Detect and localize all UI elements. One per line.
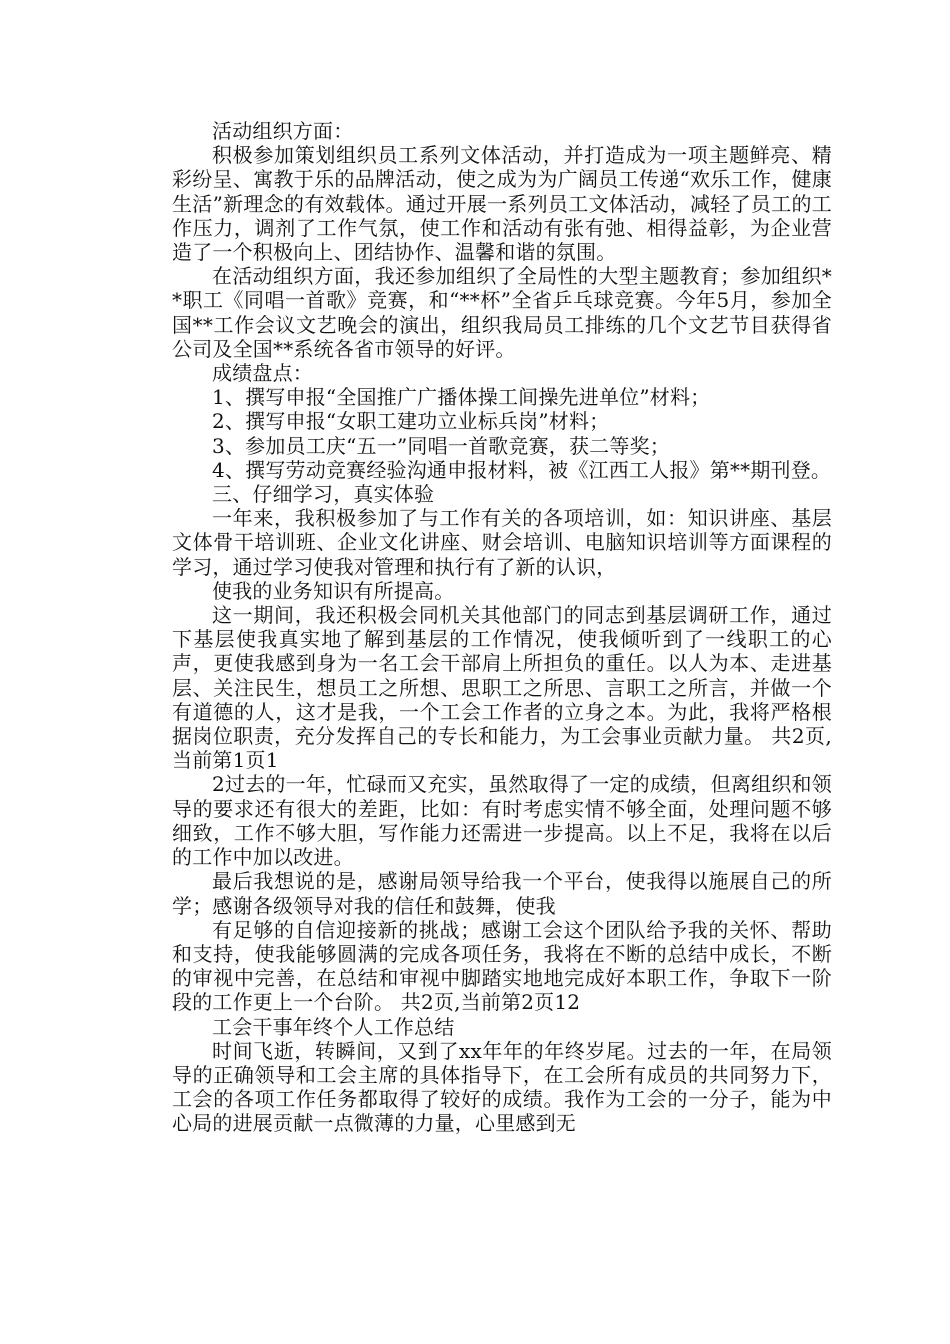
paragraph-grassroots-research: 这一期间，我还积极会同机关其他部门的同志到基层调研工作，通过下基层使我真实地了解到基层的工作情况，使我倾听到了一线职工的心声，更使我感到身为一名工会干部肩上所担负的重任。以人为本、走进基层、关注民生，想员工之所想、思职工之所思、言职工之所言，并做一个有道德的人，这才是我，一个工会工作者的立身之本。为此，我将严格根据岗位职责，充分发挥自己的专长和能力，为工会事业贡献力量。 共2页,当前第1页1	[172, 603, 832, 773]
paragraph-confidence: 有足够的自信迎接新的挑战；感谢工会这个团队给予我的关怀、帮助和支持，使我能够圆满的完成各项任务，我将在不断的总结中成长，不断的审视中完善，在总结和审视中脚踏实地地完成好本职工作，争取下一阶段的工作更上一个台阶。 共2页,当前第2页12	[172, 917, 832, 1015]
paragraph-year-summary: 时间飞逝，转瞬间，又到了xx年年的年终岁尾。过去的一年，在局领导的正确领导和工会主席的具体指导下，在工会所有成员的共同努力下，工会的各项工作任务都取得了较好的成绩。我作为工会的一分子，能为中心局的进展贡献一点微薄的力量，心里感到无	[172, 1038, 832, 1136]
achievement-item-4: 4、撰写劳动竞赛经验沟通申报材料，被《江西工人报》第**期刊登。	[212, 457, 832, 482]
paragraph-thanks: 最后我想说的是，感谢局领导给我一个平台，使我得以施展自己的所学；感谢各级领导对我的信任和鼓舞，使我	[172, 869, 832, 918]
paragraph-activities-overview: 积极参加策划组织员工系列文体活动，并打造成为一项主题鲜亮、精彩纷呈、寓教于乐的品牌活动，使之成为为广阔员工传递“欢乐工作，健康生活”新理念的有效载体。通过开展一系列员工文体活动，减轻了员工的工作压力，调剂了工作气氛，使工作和活动有张有弛、相得益彰，为企业营造了一个积极向上、团结协作、温馨和谐的氛围。	[172, 143, 832, 265]
document-title: 工会干事年终个人工作总结	[212, 1014, 455, 1039]
achievement-item-1: 1、撰写申报“全国推广广播体操工间操先进单位”材料；	[212, 385, 711, 410]
achievement-item-2: 2、撰写申报“女职工建功立业标兵岗”材料；	[212, 409, 610, 434]
achievement-item-3: 3、参加员工庆“五一”同唱一首歌竞赛，获二等奖；	[212, 433, 670, 458]
section-heading-activities: 活动组织方面：	[212, 119, 354, 143]
section-heading-achievements: 成绩盘点：	[212, 361, 313, 386]
section-heading-study: 三、仔细学习，真实体验	[212, 482, 435, 507]
paragraph-training: 一年来，我积极参加了与工作有关的各项培训，如：知识讲座、基层文体骨干培训班、企业文化讲座、财会培训、电脑知识培训等方面课程的学习，通过学习使我对管理和执行有了新的认识，	[172, 506, 832, 579]
document-body	[172, 119, 832, 1136]
paragraph-shortcomings: 2过去的一年，忙碌而又充实，虽然取得了一定的成绩，但离组织和领导的要求还有很大的差距，比如：有时考虑实情不够全面，处理问题不够细致，工作不够大胆，写作能力还需进一步提高。以上不足，我将在以后的工作中加以改进。	[172, 772, 832, 870]
paragraph-knowledge: 使我的业务知识有所提高。	[212, 578, 455, 603]
paragraph-activities-details: 在活动组织方面，我还参加组织了全局性的大型主题教育；参加组织**职工《同唱一首歌》竞赛，和“**杯”全省乒乓球竞赛。今年5月，参加全国**工作会议文艺晚会的演出，组织我局员工排练的几个文艺节目获得省公司及全国**系统各省市领导的好评。	[172, 264, 832, 361]
